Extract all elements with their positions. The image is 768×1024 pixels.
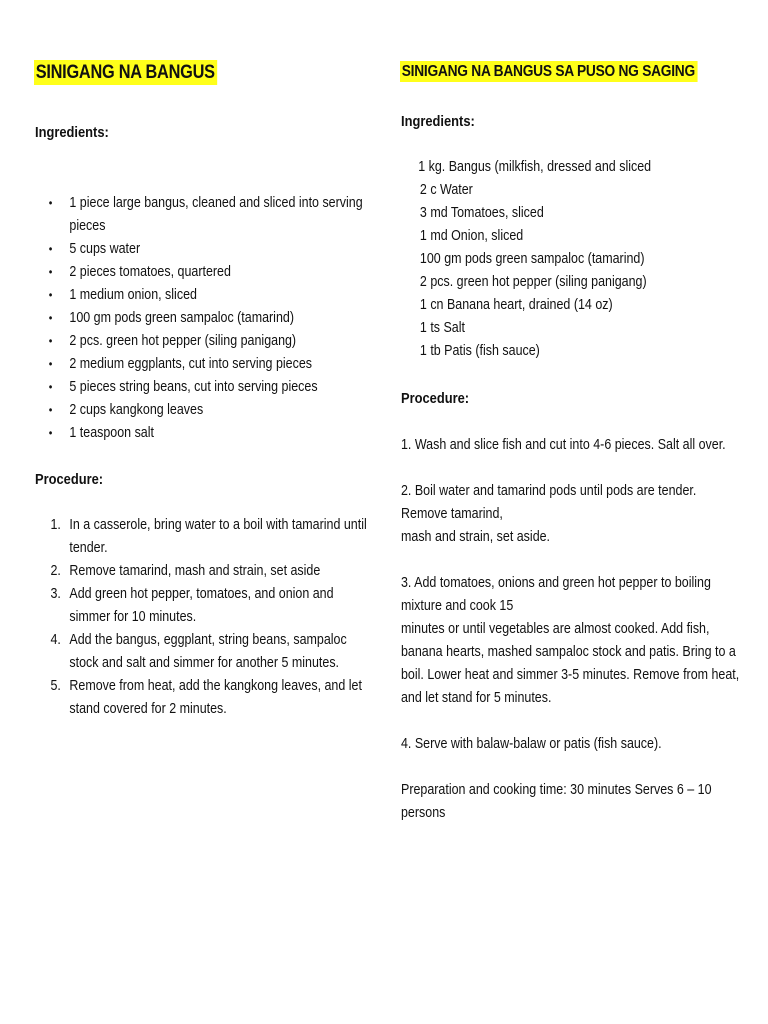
- procedure-step: 2. Boil water and tamarind pods until pods are tender. Remove tamarind, mash and strain, set aside.: [401, 483, 697, 545]
- list-item: [35, 560, 372, 583]
- list-item: • 2 pcs. green hot pepper (siling panigang): [35, 330, 372, 353]
- step-text: Remove from heat, add the kangkong leaves, and let stand covered for 2 minutes.: [69, 678, 362, 717]
- step-number: 2.: [50, 563, 61, 579]
- list-item: 100 gm pods green sampaloc (tamarind): [419, 251, 645, 267]
- list-item: • 2 medium eggplants, cut into serving pieces: [35, 353, 372, 376]
- list-item: 3 md Tomatoes, sliced: [419, 205, 544, 221]
- step-text: Remove tamarind, mash and strain, set aside: [69, 563, 321, 579]
- recipe-title: SINIGANG NA BANGUS SA PUSO NG SAGING: [400, 61, 698, 82]
- procedure-heading: Procedure:: [35, 471, 104, 488]
- procedure-body: [401, 434, 745, 848]
- step-text: Add green hot pepper, tomatoes, and onion and simmer for 10 minutes.: [69, 586, 334, 625]
- list-item: • 2 pieces tomatoes, quartered: [35, 261, 372, 284]
- step-number: 4.: [50, 632, 61, 648]
- list-item: • 100 gm pods green sampaloc (tamarind): [35, 307, 372, 330]
- list-item: [35, 629, 372, 675]
- list-item: 1 kg. Bangus (milkfish, dressed and sliced: [418, 159, 652, 175]
- list-item: 1 ts Salt: [419, 320, 465, 336]
- list-item: [35, 514, 372, 560]
- procedure-list: [35, 514, 372, 721]
- list-item: • 1 piece large bangus, cleaned and sliced into serving pieces: [35, 192, 372, 238]
- procedure-step: 1. Wash and slice fish and cut into 4-6 pieces. Salt all over.: [401, 437, 726, 453]
- ingredients-heading: Ingredients:: [35, 124, 109, 141]
- list-item: 1 cn Banana heart, drained (14 oz): [419, 297, 613, 313]
- step-number: 5.: [50, 678, 61, 694]
- list-item: 1 tb Patis (fish sauce): [419, 343, 540, 359]
- step-text: In a casserole, bring water to a boil with tamarind until tender.: [69, 517, 367, 556]
- list-item: 2 c Water: [419, 182, 473, 198]
- step-number: 3.: [50, 586, 61, 602]
- list-item: • 1 teaspoon salt: [35, 422, 372, 445]
- procedure-step: 4. Serve with balaw-balaw or patis (fish sauce).: [401, 736, 662, 752]
- ingredients-heading: Ingredients:: [401, 113, 475, 130]
- recipe-title: SINIGANG NA BANGUS: [34, 60, 217, 85]
- step-text: Add the bangus, eggplant, string beans, sampaloc stock and salt and simmer for another 5 minutes.: [69, 632, 347, 671]
- prep-time-note: Preparation and cooking time: 30 minutes Serves 6 – 10 persons: [401, 782, 712, 821]
- list-item: • 1 medium onion, sliced: [35, 284, 372, 307]
- list-item: [35, 583, 372, 629]
- list-item: • 5 pieces string beans, cut into serving pieces: [35, 376, 372, 399]
- step-number: 1.: [50, 517, 61, 533]
- list-item: • 2 cups kangkong leaves: [35, 399, 372, 422]
- list-item: • 5 cups water: [35, 238, 372, 261]
- list-item: [35, 675, 372, 721]
- list-item: 1 md Onion, sliced: [419, 228, 524, 244]
- procedure-heading: Procedure:: [401, 390, 470, 407]
- procedure-step: 3. Add tomatoes, onions and green hot pepper to boiling mixture and cook 15 minutes or until vegetables are almost cooked. Add fish, banana hearts, mashed sampaloc stock and patis. Bring to a boil. Lower heat and simmer 3-5 minutes. Remove from heat, and let stand for 5 minutes.: [401, 575, 740, 706]
- ingredients-list: [401, 156, 745, 363]
- ingredients-list: [35, 192, 372, 445]
- list-item: 2 pcs. green hot pepper (siling panigang): [419, 274, 647, 290]
